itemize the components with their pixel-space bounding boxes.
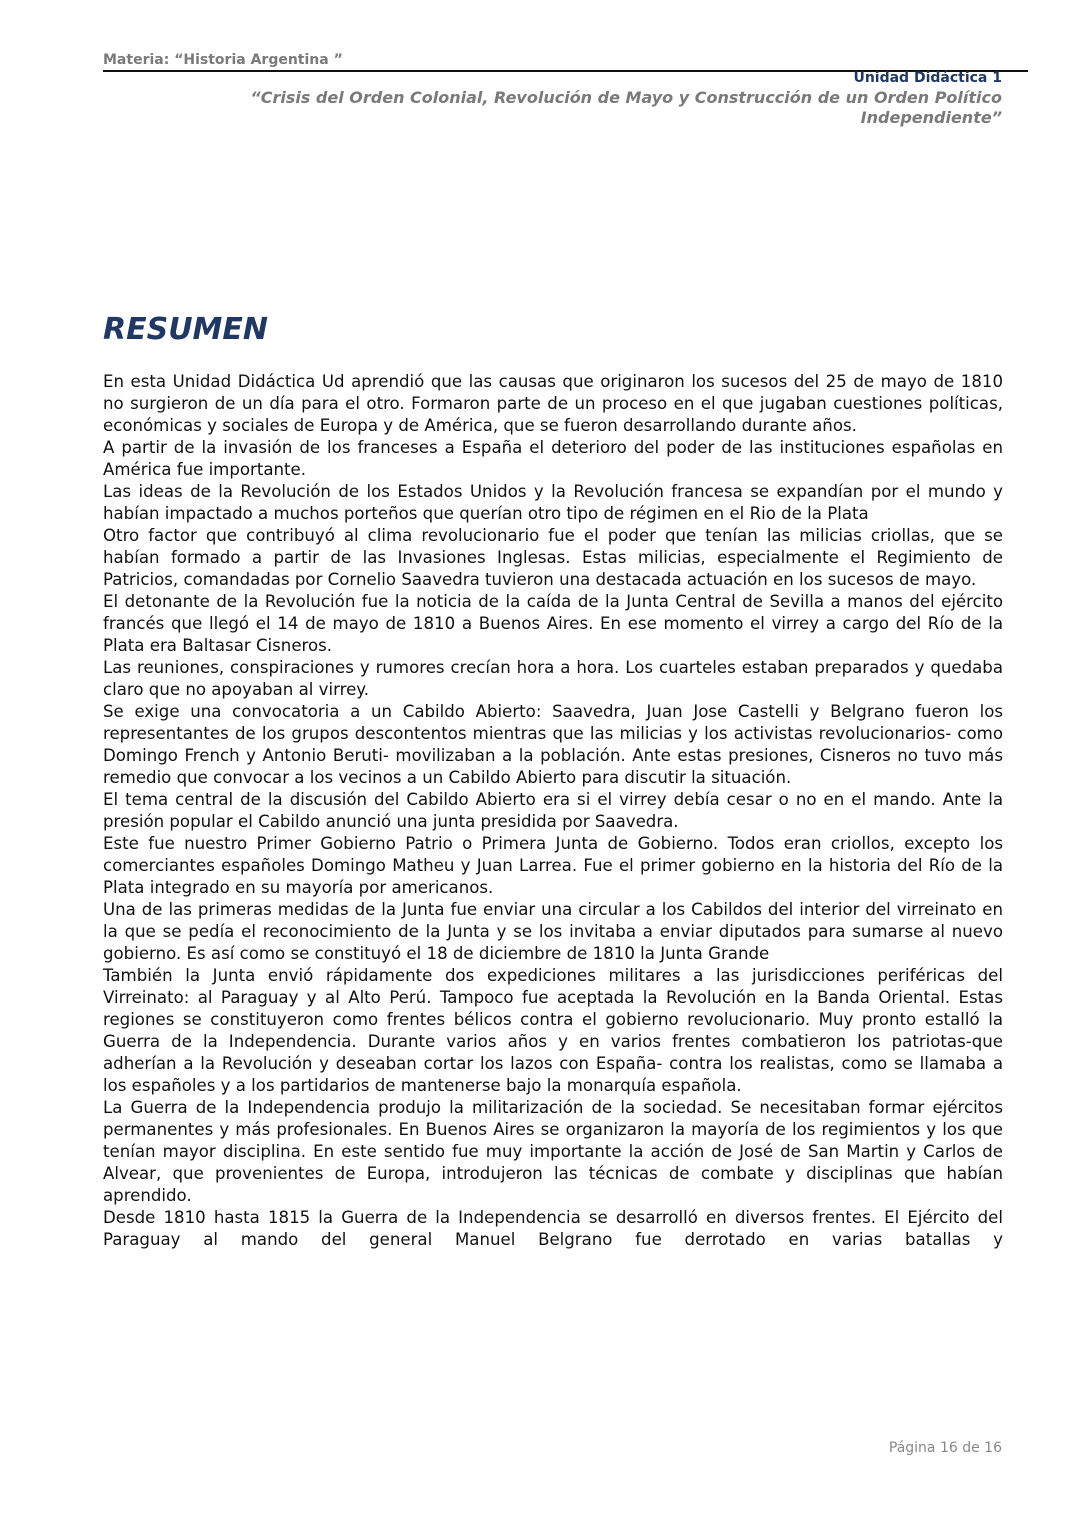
paragraph: Otro factor que contribuyó al clima revolucionario fue el poder que tenían las milicias criollas, que se habían formado a partir de las Invasiones Inglesas. Estas milicias, especialmente el Regimiento de Patricios, comandadas por Cornelio Saavedra tuvieron una destacada actuación en los sucesos de mayo. [103, 526, 1003, 589]
page-number: Página 16 de 16 [888, 1440, 1002, 1456]
paragraph: Una de las primeras medidas de la Junta fue enviar una circular a los Cabildos del interior del virreinato en la que se pedía el reconocimiento de la Junta y se los invitaba a enviar diputados para sumarse al nuevo gobierno. Es así como se constituyó el 18 de diciembre de 1810 la Junta Grande [103, 900, 1003, 963]
paragraph: El detonante de la Revolución fue la noticia de la caída de la Junta Central de Sevilla a manos del ejército francés que llegó el 14 de mayo de 1810 a Buenos Aires. En ese momento el virrey a cargo del Río de la Plata era Baltasar Cisneros. [103, 592, 1003, 655]
paragraph: Se exige una convocatoria a un Cabildo Abierto: Saavedra, Juan Jose Castelli y Belgrano fueron los representantes de los grupos descontentos mientras que las milicias y los activistas revolucionarios- como Domingo French y Antonio Beruti- movilizaban a la población. Ante estas presiones, Cisneros no tuvo más remedio que convocar a los vecinos a un Cabildo Abierto para discutir la situación. [103, 702, 1003, 787]
paragraph: El tema central de la discusión del Cabildo Abierto era si el virrey debía cesar o no en el mando. Ante la presión popular el Cabildo anunció una junta presidida por Saavedra. [103, 790, 1003, 831]
paragraph: También la Junta envió rápidamente dos expediciones militares a las jurisdicciones periféricas del Virreinato: al Paraguay y al Alto Perú. Tampoco fue aceptada la Revolución en la Banda Oriental. Estas regiones se constituyeron como frentes bélicos contra el gobierno revolucionario. Muy pronto estalló la Guerra de la Independencia. Durante varios años y en varios frentes combatieron los patriotas-que adherían a la Revolución y deseaban cortar los lazos con España- contra los realistas, como se llamaba a los españoles y a los partidarios de mantenerse bajo la monarquía española. [103, 966, 1003, 1095]
paragraph: Desde 1810 hasta 1815 la Guerra de la Independencia se desarrolló en diversos frentes. El Ejército del Paraguay al mando del general Manuel Belgrano fue derrotado en varias batallas y [103, 1208, 1003, 1249]
subject-label: Materia: “Historia Argentina ” [103, 52, 343, 68]
paragraph: Las reuniones, conspiraciones y rumores crecían hora a hora. Los cuarteles estaban preparados y quedaba claro que no apoyaban al virrey. [103, 658, 1003, 699]
paragraph: En esta Unidad Didáctica Ud aprendió que las causas que originaron los sucesos del 25 de mayo de 1810 no surgieron de un día para el otro. Formaron parte de un proceso en el que jugaban cuestiones políticas, económicas y sociales de Europa y de América, que se fueron desarrollando durante años. [103, 372, 1003, 435]
unit-subtitle: “Crisis del Orden Colonial, Revolución de Mayo y Construcción de un Orden Político Independiente” [250, 88, 1002, 127]
paragraph: Las ideas de la Revolución de los Estados Unidos y la Revolución francesa se expandían por el mundo y habían impactado a muchos porteños que querían otro tipo de régimen en el Rio de la Plata [103, 482, 1003, 523]
page-title: RESUMEN [103, 312, 269, 347]
unit-label: Unidad Didáctica 1 [853, 70, 1002, 86]
paragraph: A partir de la invasión de los franceses a España el deterioro del poder de las instituciones españolas en América fue importante. [103, 438, 1003, 479]
summary-body [103, 371, 1003, 1251]
paragraph: Este fue nuestro Primer Gobierno Patrio o Primera Junta de Gobierno. Todos eran criollos, excepto los comerciantes españoles Domingo Matheu y Juan Larrea. Fue el primer gobierno en la historia del Río de la Plata integrado en su mayoría por americanos. [103, 834, 1003, 897]
paragraph: La Guerra de la Independencia produjo la militarización de la sociedad. Se necesitaban formar ejércitos permanentes y más profesionales. En Buenos Aires se organizaron la mayoría de los regimientos y los que tenían mayor disciplina. En este sentido fue muy importante la acción de José de San Martin y Carlos de Alvear, que provenientes de Europa, introdujeron las técnicas de combate y disciplinas que habían aprendido. [103, 1098, 1003, 1205]
